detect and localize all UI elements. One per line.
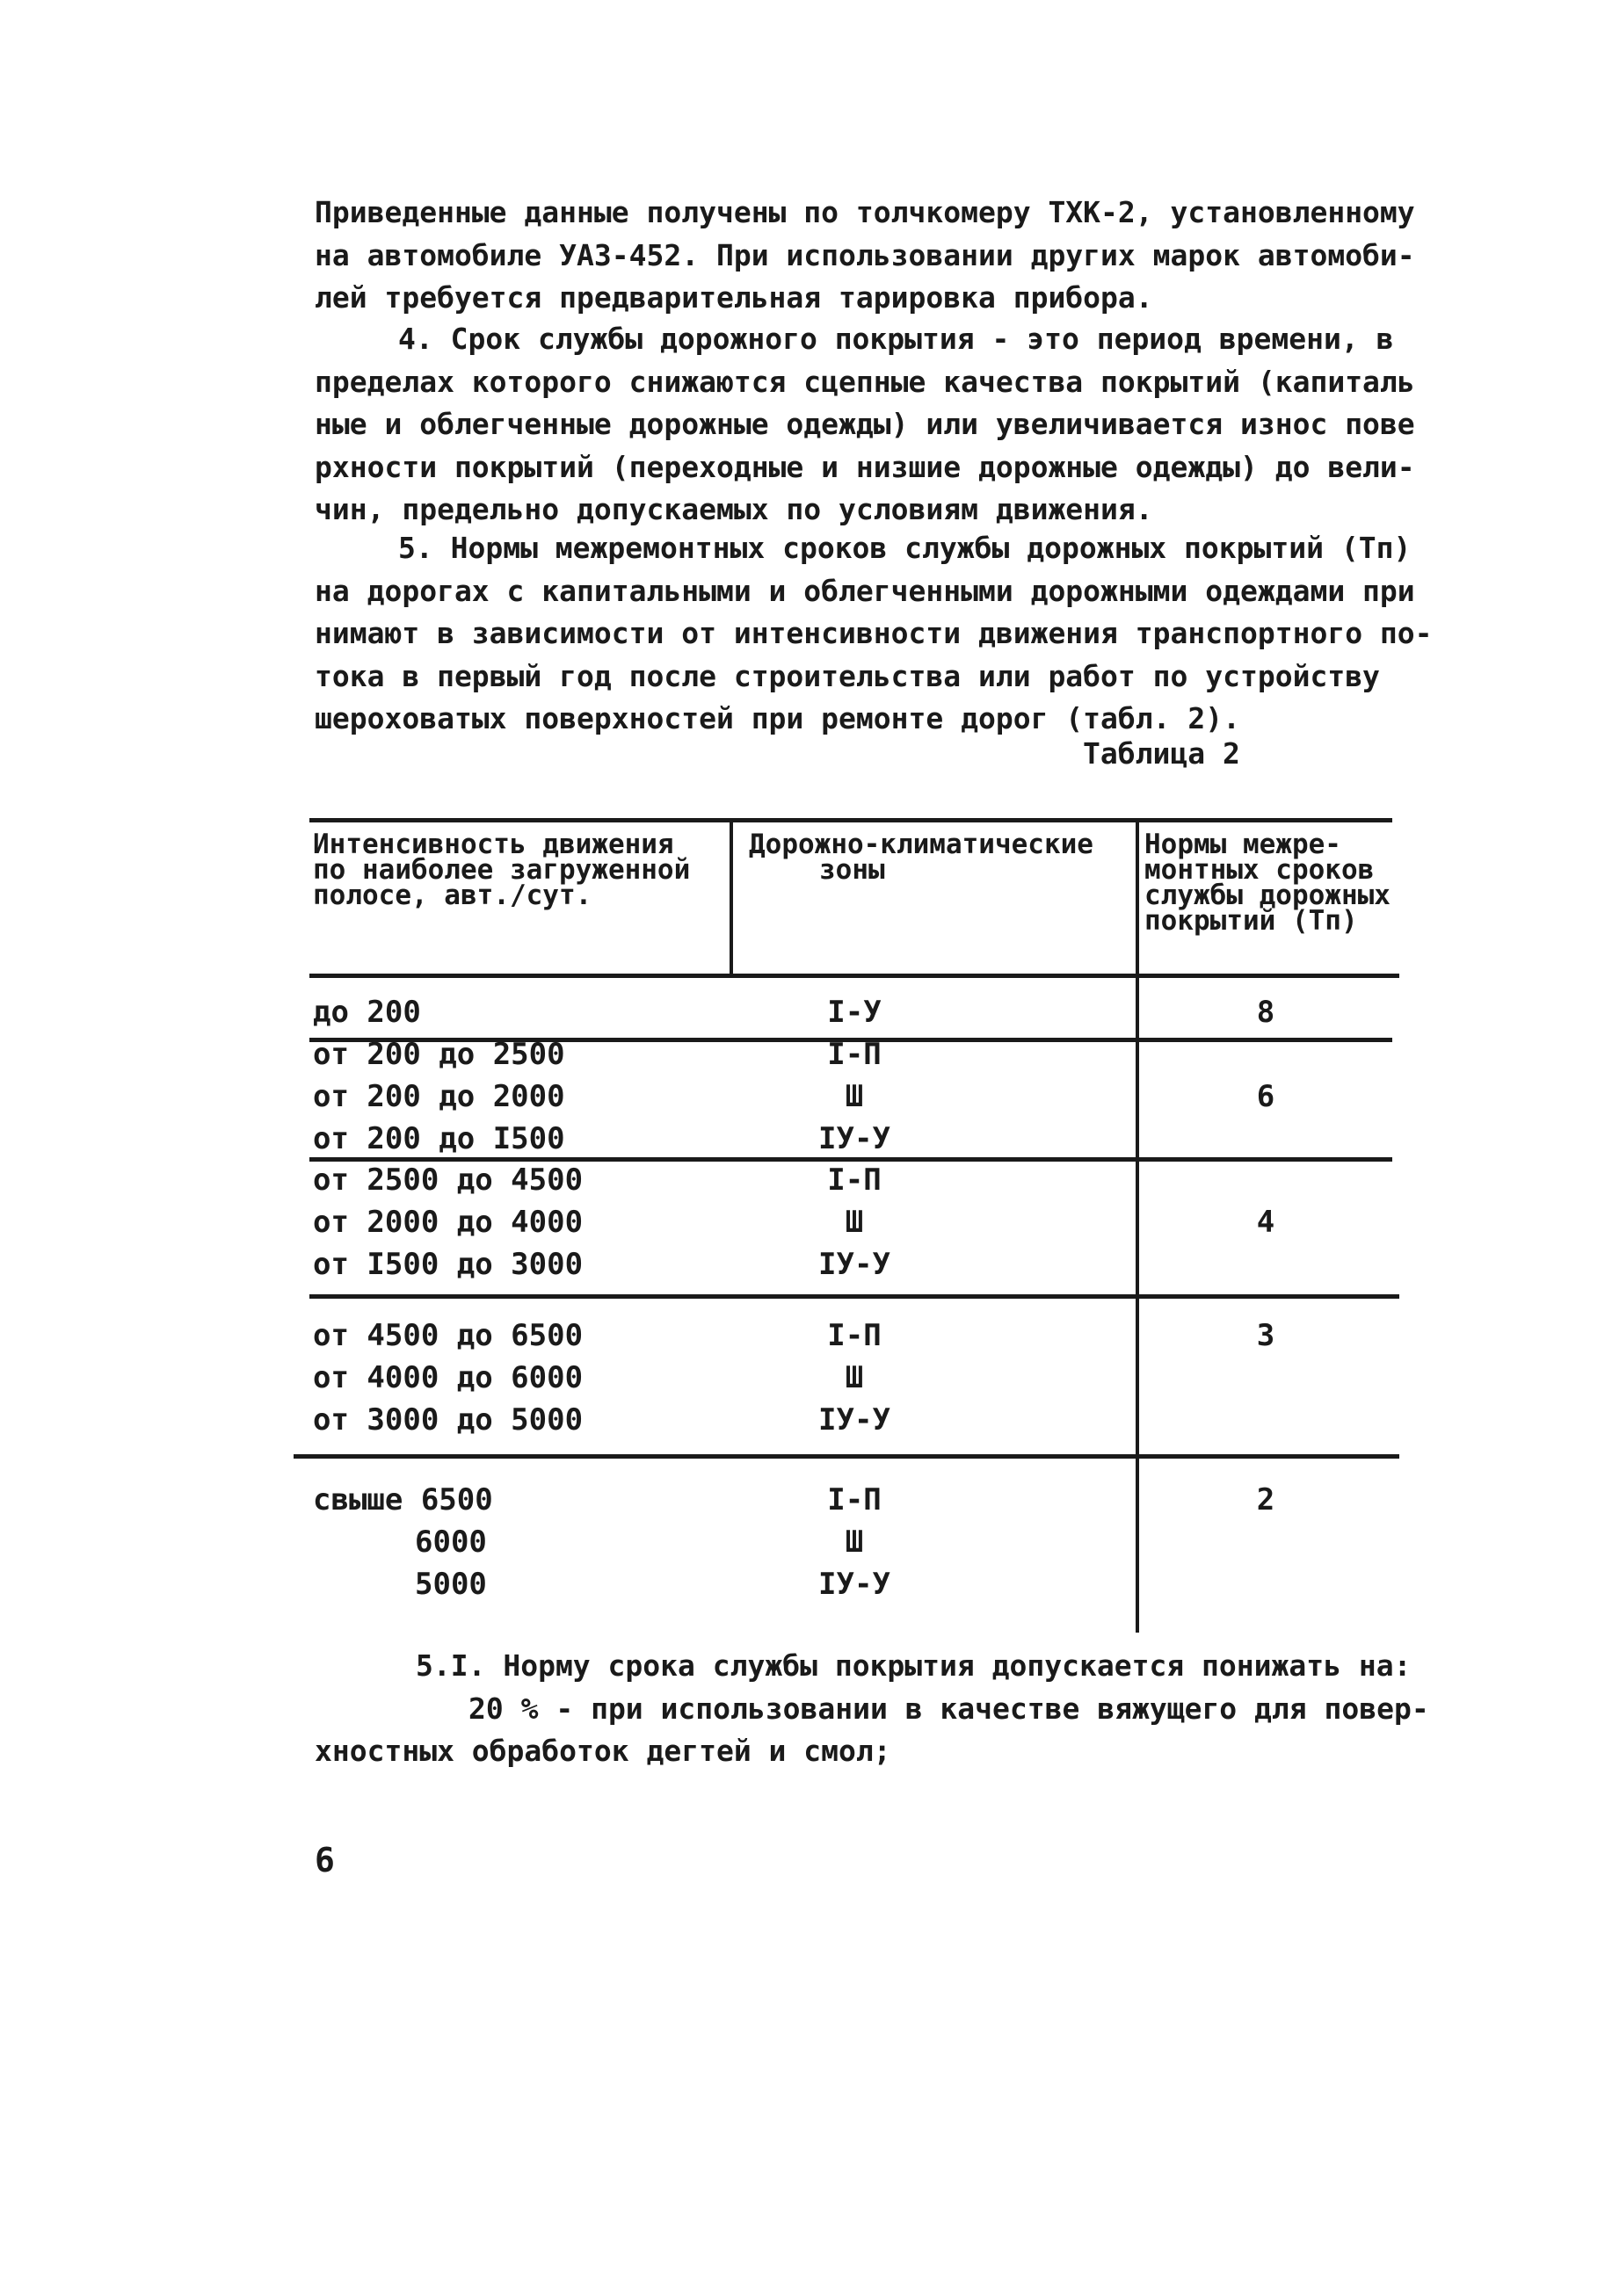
table-cell-intensity: от 4500 до 6500 — [313, 1318, 584, 1353]
item-5-1-paragraph — [315, 1645, 1429, 1773]
table-cell-intensity: до 200 — [313, 995, 421, 1030]
text-line: рхности покрытий (переходные и низшие дорожные одежды) до вели- — [315, 449, 1415, 484]
text-line: шероховатых поверхностей при ремонте дорог (табл. 2). — [315, 701, 1240, 735]
table-cell-norm: 6 — [1256, 1079, 1275, 1114]
table-cell-zone: Ш — [845, 1079, 864, 1114]
table-cell-zone: IУ-У — [818, 1121, 890, 1156]
table-cell-zone: IУ-У — [818, 1247, 890, 1282]
table-cell-norm: 3 — [1256, 1318, 1275, 1353]
page-number: 6 — [315, 1841, 335, 1880]
header-line: полосе, авт./сут. — [313, 880, 592, 911]
table-cell-zone: Ш — [845, 1360, 864, 1395]
group-rule — [309, 1157, 1392, 1162]
table-cell-norm: 2 — [1256, 1482, 1275, 1517]
text-line: чин, предельно допускаемых по условиям движения. — [315, 492, 1153, 526]
table-cell-zone: I-П — [827, 1162, 882, 1198]
group-rule — [294, 1454, 1399, 1459]
text-line: 4. Срок службы дорожного покрытия - это период времени, в — [398, 322, 1394, 356]
table-cell-norm: 4 — [1256, 1205, 1275, 1240]
table-cell-zone: Ш — [845, 1525, 864, 1560]
table-cell-zone: I-П — [827, 1482, 882, 1517]
table-cell-intensity: свыше 6500 — [313, 1482, 493, 1517]
table-cell-intensity: от 3000 до 5000 — [313, 1402, 584, 1438]
text-line: ные и облегченные дорожные одежды) или увеличивается износ пове — [315, 407, 1415, 441]
group-rule — [309, 1294, 1399, 1299]
header-intensity — [313, 829, 691, 911]
text-line: Приведенные данные получены по толчкомеру ТХК-2, установленному — [315, 195, 1415, 229]
header-line: покрытий (Тп) — [1144, 905, 1358, 937]
header-line: зоны — [819, 854, 885, 886]
header-line: Интенсивность движения — [313, 829, 674, 860]
header-line: Дорожно-климатические — [749, 829, 1093, 860]
table-cell-norm: 8 — [1256, 995, 1275, 1030]
table-cell-zone: I-П — [827, 1037, 882, 1072]
table-cell-zone: I-У — [827, 995, 882, 1030]
item-4-paragraph — [315, 318, 1415, 532]
table-cell-intensity: от 2000 до 4000 — [313, 1205, 584, 1240]
table-cell-zone: IУ-У — [818, 1567, 890, 1602]
header-line: монтных сроков — [1144, 854, 1375, 886]
table-cell-zone: IУ-У — [818, 1402, 890, 1438]
header-line: по наиболее загруженной — [313, 854, 691, 886]
table-cell-intensity: от I500 до 3000 — [313, 1247, 584, 1282]
table-caption: Таблица 2 — [1083, 736, 1240, 771]
intro-paragraph — [315, 192, 1415, 320]
column-divider — [730, 820, 733, 978]
header-line: службы дорожных — [1144, 880, 1391, 911]
header-zones — [749, 829, 1093, 886]
table-cell-intensity: от 4000 до 6000 — [313, 1360, 584, 1395]
column-divider — [1136, 820, 1139, 1633]
text-line: пределах которого снижаются сцепные качества покрытий (капиталь — [315, 364, 1415, 399]
table-cell-intensity: от 200 до 2500 — [313, 1037, 565, 1072]
text-line: 5.I. Норму срока службы покрытия допускается понижать на: — [416, 1648, 1412, 1683]
table-cell-intensity: от 200 до 2000 — [313, 1079, 565, 1114]
text-line: нимают в зависимости от интенсивности движения транспортного по- — [315, 616, 1433, 650]
table-cell-intensity: 6000 — [415, 1525, 487, 1560]
table-cell-zone: Ш — [845, 1205, 864, 1240]
table-top-rule — [309, 818, 1392, 822]
header-bottom-rule — [309, 974, 1399, 978]
text-line: лей требуется предварительная тарировка прибора. — [315, 280, 1153, 315]
text-line: тока в первый год после строительства или работ по устройству — [315, 658, 1380, 693]
header-line: Нормы межре- — [1144, 829, 1341, 860]
table-cell-intensity: от 2500 до 4500 — [313, 1162, 584, 1198]
table-cell-intensity: от 200 до I500 — [313, 1121, 565, 1156]
norms-table — [309, 813, 1399, 1634]
table-cell-zone: I-П — [827, 1318, 882, 1353]
text-line: на дорогах с капитальными и облегченными дорожными одеждами при — [315, 573, 1415, 608]
text-line: на автомобиле УАЗ-452. При использовании других марок автомоби- — [315, 237, 1415, 272]
header-norms — [1144, 829, 1391, 937]
text-line: 20 % - при использовании в качестве вяжущего для повер- — [468, 1691, 1429, 1726]
table-cell-intensity: 5000 — [415, 1567, 487, 1602]
text-line: 5. Нормы межремонтных сроков службы дорожных покрытий (Тп) — [398, 531, 1412, 565]
text-line: хностных обработок дегтей и смол; — [315, 1734, 891, 1768]
item-5-paragraph — [315, 527, 1433, 741]
